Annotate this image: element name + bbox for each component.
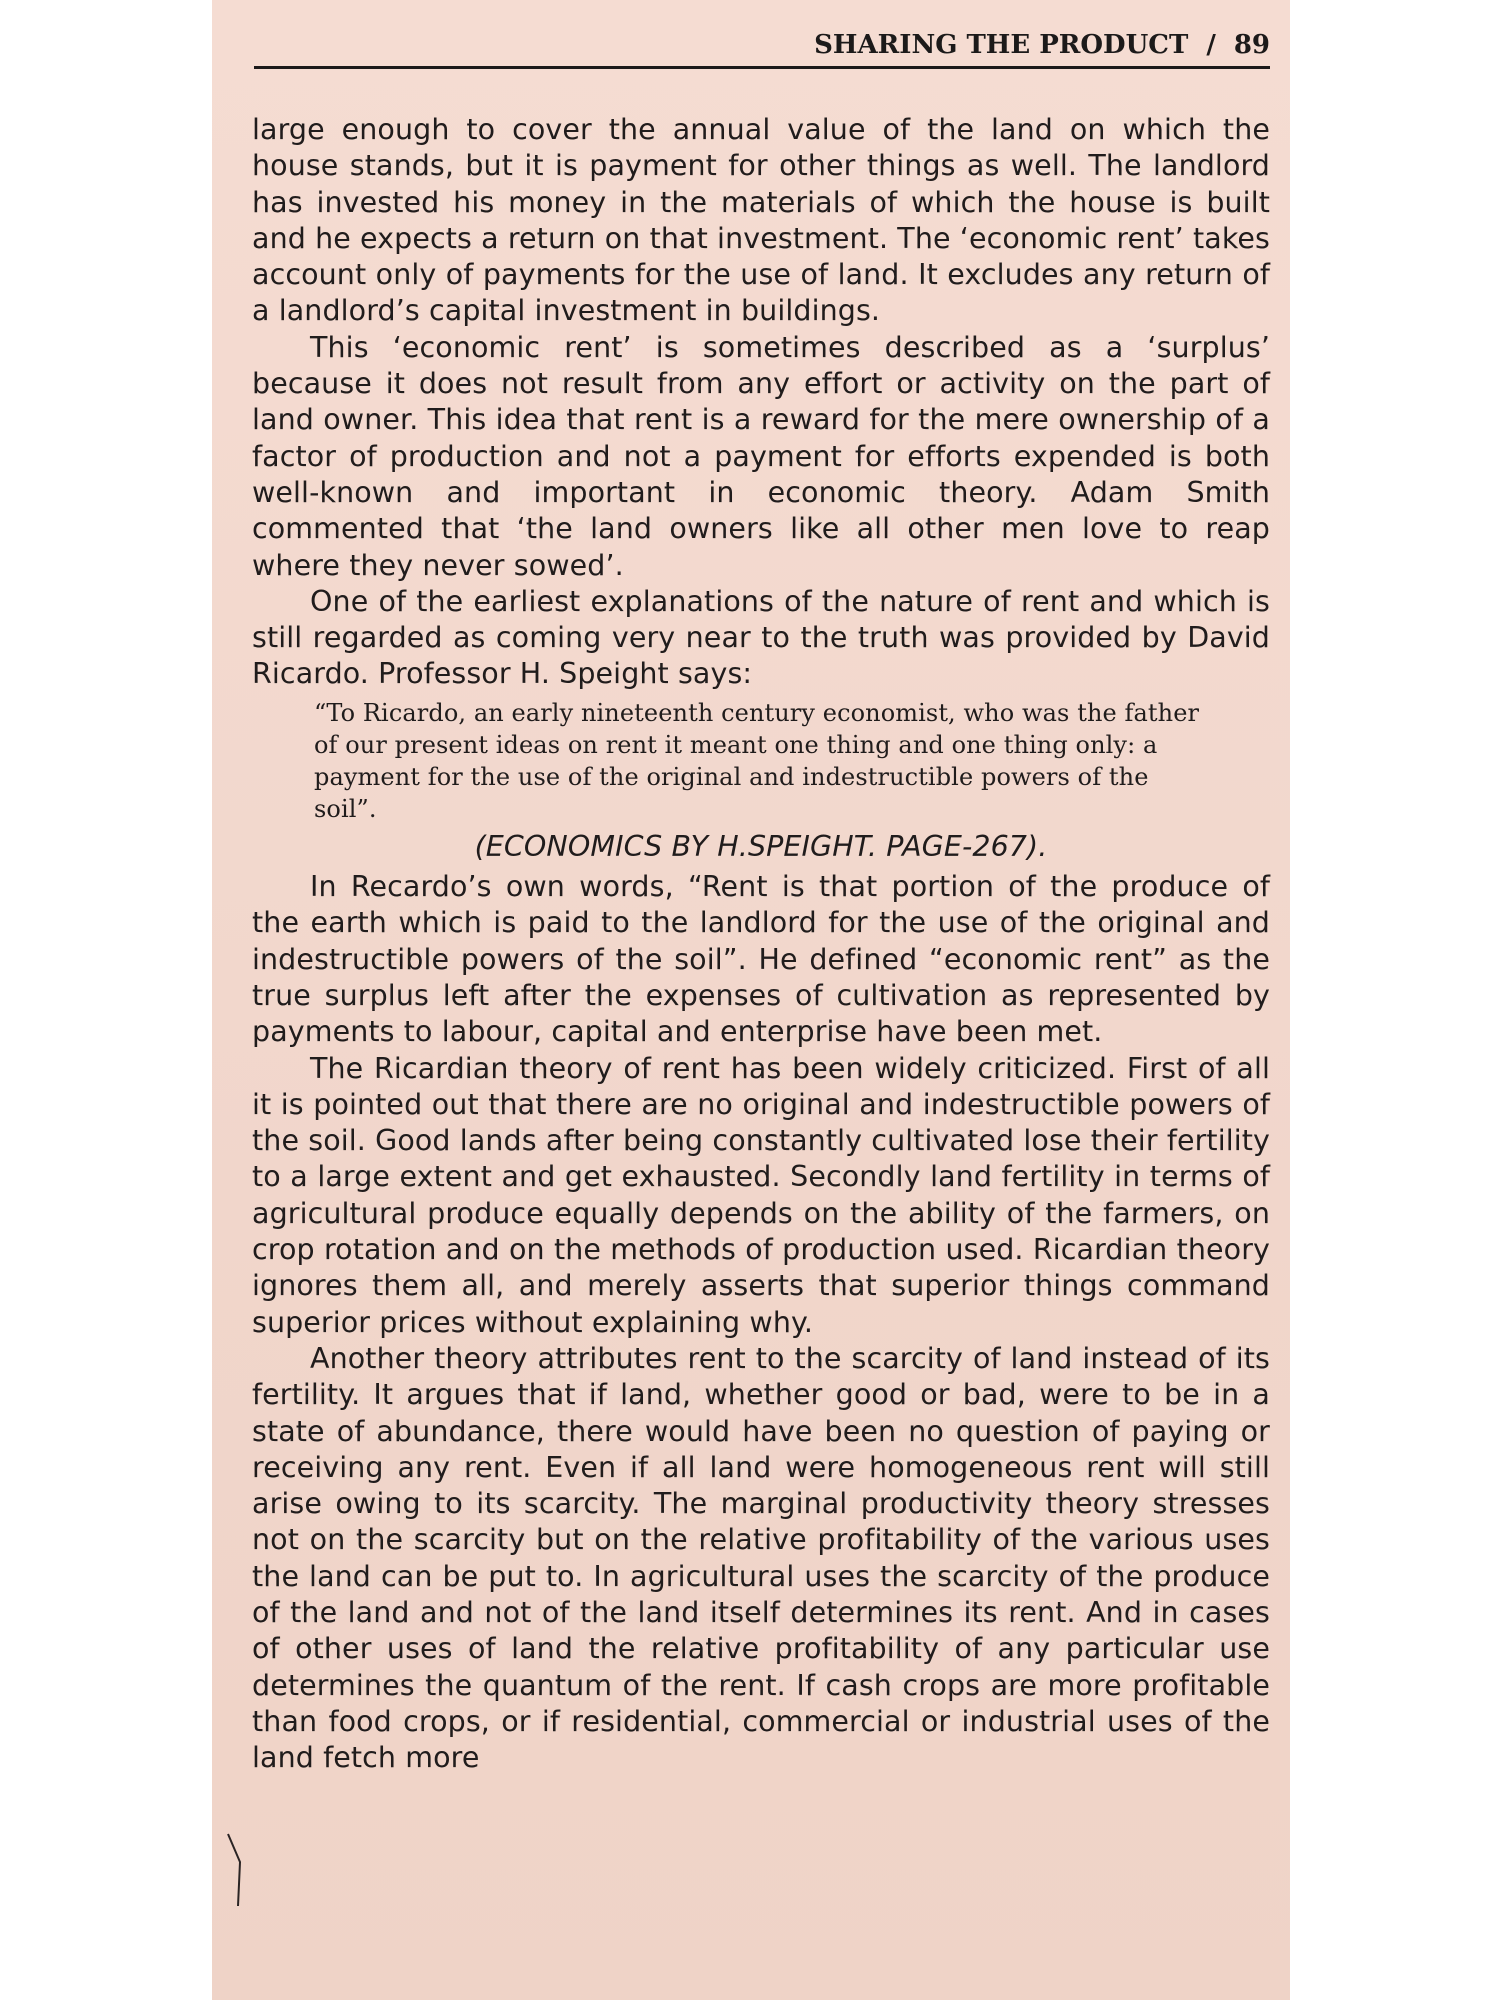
chapter-title: SHARING THE PRODUCT — [814, 30, 1189, 60]
running-header — [254, 24, 1270, 69]
paragraph-6: Another theory attributes rent to the scarcity of land instead of its fertility. It argues that if land, whether good or bad, were to be in a state of abundance, there would have been no question of paying or receiving any rent. Even if all land were homogeneous rent will still arise owing to its scarcity. The marginal productivity theory stresses not on the scarcity but on the relative profitability of the various uses the land can be put to. In agricultural uses the scarcity of the produce of the land and not of the land itself determines its rent. And in cases of other uses of land the relative profitability of any particular use determines the quantum of the rent. If cash crops are more profitable than food crops, or if residential, commercial or industrial uses of the land fetch more — [252, 1341, 1270, 1775]
citation: (ECONOMICS BY H.SPEIGHT. PAGE-267). — [474, 829, 1048, 863]
paragraph-5: The Ricardian theory of rent has been widely criticized. First of all it is pointed out that there are no original and indestructible powers of the soil. Good lands after being constantly cultivated lose their fertility to a large extent and get exhausted. Secondly land fertility in terms of agricultural produce equally depends on the ability of the farmers, on crop rotation and on the methods of production used. Ricardian theory ignores them all, and merely asserts that superior things command superior prices without explaining why. — [252, 1051, 1270, 1339]
page-number: 89 — [1233, 30, 1270, 60]
block-quote: “To Ricardo, an early nineteenth century economist, who was the father of our present ideas on rent it meant one thing and one thing only: a payment for the use of the original and indestructible powers of the soil”. — [314, 698, 1200, 823]
paragraph-4: In Recardo’s own words, “Rent is that portion of the produce of the earth which is paid to the landlord for the use of the original and indestructible powers of the soil”. He defined “economic rent” as the true surplus left after the expenses of cultivation as represented by payments to labour, capital and enterprise have been met. — [252, 870, 1270, 1049]
book-page — [212, 0, 1290, 2000]
paragraph-2: This ‘economic rent’ is sometimes described as a ‘surplus’ because it does not result from any effort or activity on the part of land owner. This idea that rent is a reward for the mere ownership of a factor of production and not a payment for efforts expended is both well-known and important in economic theory. Adam Smith commented that ‘the land owners like all other men love to reap where they never sowed’. — [252, 330, 1270, 582]
paragraph-1: large enough to cover the annual value of the land on which the house stands, but it is payment for other things as well. The landlord has invested his money in the materials of which the house is built and he expects a return on that investment. The ‘economic rent’ takes account only of payments for the use of land. It excludes any return of a landlord’s capital investment in buildings. — [252, 113, 1270, 328]
paragraph-3: One of the earliest explanations of the nature of rent and which is still regarded as coming very near to the truth was provided by David Ricardo. Professor H. Speight says: — [252, 584, 1270, 691]
header-separator: / — [1206, 30, 1216, 60]
pencil-margin-mark-icon — [226, 1832, 246, 1908]
body-text — [252, 112, 1270, 1776]
